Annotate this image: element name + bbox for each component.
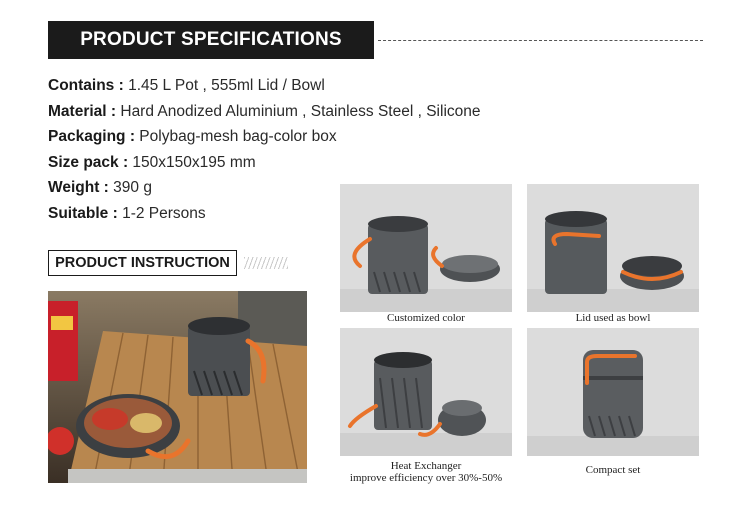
spec-value: Polybag-mesh bag-color box xyxy=(135,128,337,145)
caption-lid-used-as-bowl: Lid used as bowl xyxy=(575,312,651,324)
compact-set-image xyxy=(527,328,699,456)
spec-size-pack xyxy=(48,153,481,179)
pot-and-bowl-image xyxy=(340,184,512,312)
specifications-title: PRODUCT SPECIFICATIONS xyxy=(80,29,342,50)
panel-customized-color xyxy=(340,184,512,312)
spec-key: Packaging : xyxy=(48,128,135,145)
product-specifications-banner xyxy=(48,21,374,59)
spec-contains xyxy=(48,76,481,102)
product-instruction-label xyxy=(48,250,237,276)
camping-table-scene xyxy=(48,291,307,483)
spec-value: 390 g xyxy=(108,179,152,196)
instruction-title: PRODUCT INSTRUCTION xyxy=(55,255,230,271)
decorative-stripes xyxy=(244,257,288,269)
spec-material xyxy=(48,102,481,128)
spec-key: Size pack : xyxy=(48,153,129,171)
spec-value: 150x150x195 mm xyxy=(128,153,256,171)
caption-heat-exchanger-line1: Heat Exchanger xyxy=(390,460,462,472)
dashed-divider xyxy=(378,40,703,41)
panel-lid-used-as-bowl xyxy=(527,184,699,312)
caption-heat-exchanger-line2: improve efficiency over 30%-50% xyxy=(349,472,503,484)
spec-value: 1-2 Persons xyxy=(117,204,206,222)
spec-key: Suitable : xyxy=(48,204,118,222)
lifestyle-photo xyxy=(48,291,307,483)
spec-key: Material : xyxy=(48,102,117,120)
spec-key: Contains : xyxy=(48,77,124,94)
panel-compact-set xyxy=(527,328,699,456)
caption-customized-color: Customized color xyxy=(387,312,465,324)
panel-heat-exchanger xyxy=(340,328,512,456)
heat-exchanger-image xyxy=(340,328,512,456)
spec-value: 1.45 L Pot , 555ml Lid / Bowl xyxy=(123,77,325,94)
caption-compact-set: Compact set xyxy=(585,464,641,476)
spec-value: Hard Anodized Aluminium , Stainless Steel , Silicone xyxy=(116,102,481,120)
spec-packaging xyxy=(48,127,481,153)
pot-with-lid-bowl-image xyxy=(527,184,699,312)
spec-key: Weight : xyxy=(48,179,109,196)
